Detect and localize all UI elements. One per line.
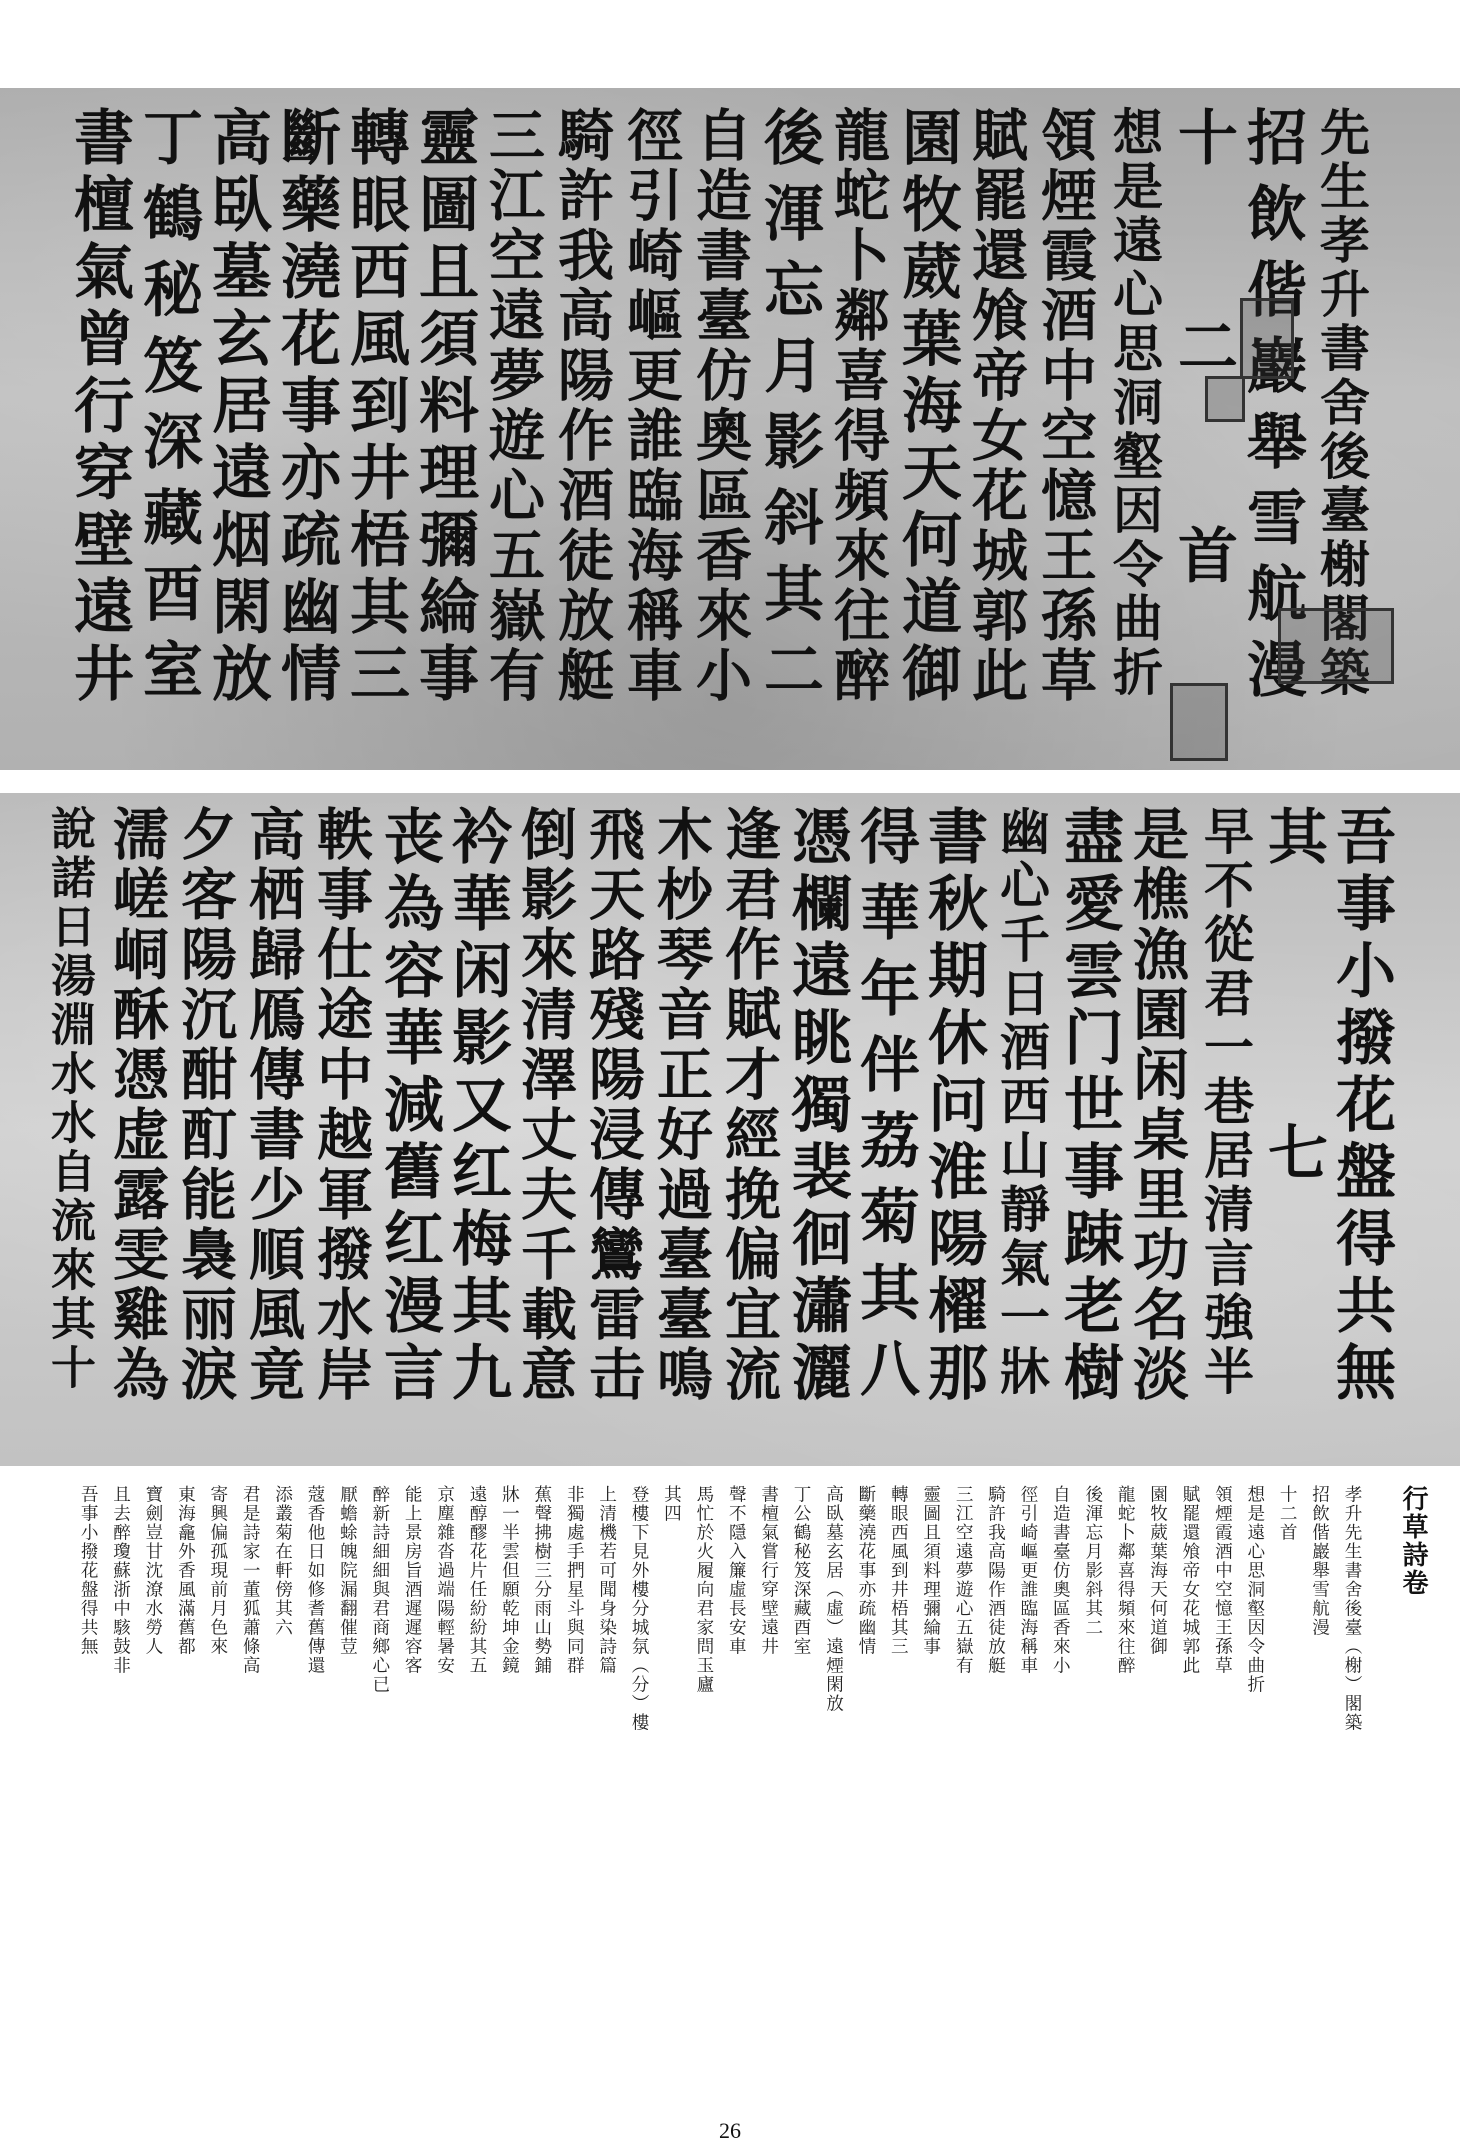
transcription-line: 園牧葳葉海天何道御 [1147,1485,1168,1656]
calligraphy-column: 倒影來清澤丈夫千載意 [512,805,578,1405]
calligraphy-column: 逢君作賦才經挽偏宜流 [716,805,782,1405]
transcription-line: 君是詩家一董狐蕭條高 [240,1485,261,1675]
calligraphy-column: 書秋期休问淮陽櫂那 [918,805,988,1408]
calligraphy-column: 三江空遠夢遊心五嶽有 [480,106,546,706]
calligraphy-column: 自造書臺仿奧區香來小 [687,106,753,706]
transcription-line: 招飲偕巖舉雪航漫 [1309,1485,1330,1637]
transcription-line: 吾事小撥花盤得共無 [78,1485,99,1656]
transcription-line: 書檀氣嘗行穿壁遠井 [758,1485,779,1656]
transcription-line: 後渾忘月影斜其二 [1082,1485,1103,1637]
transcription-line: 龍蛇卜鄰喜得頻來往醉 [1115,1485,1136,1675]
calligraphy-column: 領煙霞酒中空憶王孫草 [1032,106,1098,706]
calligraphy-column: 說諾日湯淵水水自流來其十 [43,805,96,1393]
calligraphy-column: 高栖歸鴈傳書少順風竟 [240,805,306,1405]
calligraphy-scroll-top [0,88,1460,770]
transcription-line: 自造書臺仿奧區香來小 [1050,1485,1071,1675]
calligraphy-column: 濡嵯峒酥憑虚露雯雞為 [104,805,170,1405]
transcription-line: 東海龕外香風滿舊都 [175,1485,196,1656]
seal-stamp [1240,298,1294,379]
transcription-line: 京塵雜沓過端陽輕暑安 [434,1485,455,1675]
calligraphy-scroll-bottom [0,793,1460,1466]
calligraphy-column: 得華年伴荔菊其八 [850,805,920,1413]
calligraphy-column: 騎許我高陽作酒徒放艇 [549,106,615,706]
seal-stamp [1205,376,1245,422]
calligraphy-column: 丧為容華減舊红漫言 [374,805,444,1408]
transcription-line: 蕉聲拂樹三分雨山勢鋪 [531,1485,552,1675]
calligraphy-column: 招飲偕巖舉雪航漫 [1237,106,1307,714]
calligraphy-column: 園牧葳葉海天何道御 [892,106,962,709]
transcription-line: 三江空遠夢遊心五嶽有 [953,1485,974,1675]
transcription-line: 寶劍豈甘沈潦水勞人 [142,1485,163,1656]
transcription-line: 聲不隱入簾虛長安車 [726,1485,747,1656]
transcription-line: 領煙霞酒中空憶王孫草 [1212,1485,1233,1675]
calligraphy-column: 十二首 [1168,106,1238,733]
transcription-line: 轉眼西風到井梧其三 [888,1485,909,1656]
seal-stamp [1170,683,1228,761]
transcription-line: 添叢菊在軒傍其六 [272,1485,293,1637]
transcription-line: 非獨處手捫星斗與同群 [564,1485,585,1675]
calligraphy-column: 幽心千日酒西山靜氣一牀 [992,805,1051,1399]
transcription-line: 上清機若可聞身染詩篇 [596,1485,617,1675]
calligraphy-column: 先生孝升書舍後臺榭閣築 [1312,106,1371,700]
transcription-line: 靈圖且須料理彌綸事 [920,1485,941,1656]
calligraphy-column: 是樵漁園闲桌里功名淡 [1124,805,1190,1405]
calligraphy-column: 後渾忘月影斜其二 [754,106,824,714]
transcription-line: 牀一半雲但願乾坤金鏡 [499,1485,520,1675]
calligraphy-column: 書檀氣曾行穿壁遠井 [64,106,134,709]
calligraphy-column: 吾事小撥花盤得共無 [1326,805,1396,1408]
calligraphy-column: 早不從君一巷居清言強半 [1196,805,1255,1399]
transcription-line: 斷藥澆花事亦疏幽情 [855,1485,876,1656]
transcription-line: 其四 [661,1485,682,1523]
transcription-line: 騎許我高陽作酒徒放艇 [985,1485,1006,1675]
calligraphy-column: 賦罷還飧帝女花城郭此 [963,106,1029,706]
transcription-block [72,1485,1368,1885]
seal-stamp [1278,608,1394,684]
transcription-line: 徑引崎嶇更誰臨海稱車 [1017,1485,1038,1675]
calligraphy-column: 木杪琴音正好過臺臺鳴 [648,805,714,1405]
transcription-line: 馬忙於火履向君家問玉廬 [693,1485,714,1694]
transcription-line: 寄興偏孤現前月色來 [207,1485,228,1656]
calligraphy-column: 丁鶴秘笈深藏酉室 [133,106,203,714]
transcription-line: 十二首 [1277,1485,1298,1542]
calligraphy-column: 龍蛇卜鄰喜得頻來往醉 [825,106,891,706]
transcription-line: 且去醉瓊蘇浙中駭鼓非 [110,1485,131,1675]
page-number: 26 [719,2118,741,2143]
transcription-line: 醉新詩細細與君商鄉心已 [369,1485,390,1694]
calligraphy-column: 盡愛雲门世事踈老樹 [1054,805,1124,1408]
transcription-line: 丁公鶴秘笈深藏酉室 [791,1485,812,1656]
calligraphy-column: 想是遠心思洞壑因令曲折 [1105,106,1164,700]
calligraphy-column: 夕客陽沉酣酊能裊丽淚 [172,805,238,1405]
transcription-line: 厭蟾蜍魄院漏翻催荳 [337,1485,358,1656]
transcription-line: 賦罷還飧帝女花城郭此 [1179,1485,1200,1675]
transcription-line: 高臥墓玄居（虛）遠煙閑放 [823,1485,844,1713]
transcription-line: 登樓下見外樓分城氛（分）樓 [629,1485,650,1732]
calligraphy-column: 衿華闲影又红梅其九 [442,805,512,1408]
calligraphy-column: 高臥墓玄居遠烟閑放 [202,106,272,709]
calligraphy-column: 靈圖且須料理彌綸事 [409,106,479,709]
transcription-line: 想是遠心思洞壑因令曲折 [1244,1485,1265,1694]
transcription-line: 能上景房旨酒遲遲容客 [402,1485,423,1675]
transcription-line: 孝升先生書舍後臺（榭）閣築 [1342,1485,1362,1732]
calligraphy-column: 其七 [1258,805,1328,1437]
transcription-line: 蔻香他日如修耆舊傳還 [305,1485,325,1675]
calligraphy-column: 憑欄遠眺獨裴徊瀟灑 [782,805,852,1408]
calligraphy-column: 徑引崎嶇更誰臨海稱車 [618,106,684,706]
calligraphy-column: 飛天路殘陽浸傳鸞雷击 [580,805,646,1405]
book-title: 行草詩卷 [1398,1485,1428,1597]
calligraphy-column: 轉眼西風到井梧其三 [340,106,410,709]
calligraphy-column: 軼事仕途中越軍撥水岸 [308,805,374,1405]
calligraphy-column: 斷藥澆花事亦疏幽情 [271,106,341,709]
transcription-line: 遠醇醪花片任紛紛其五 [467,1485,488,1675]
